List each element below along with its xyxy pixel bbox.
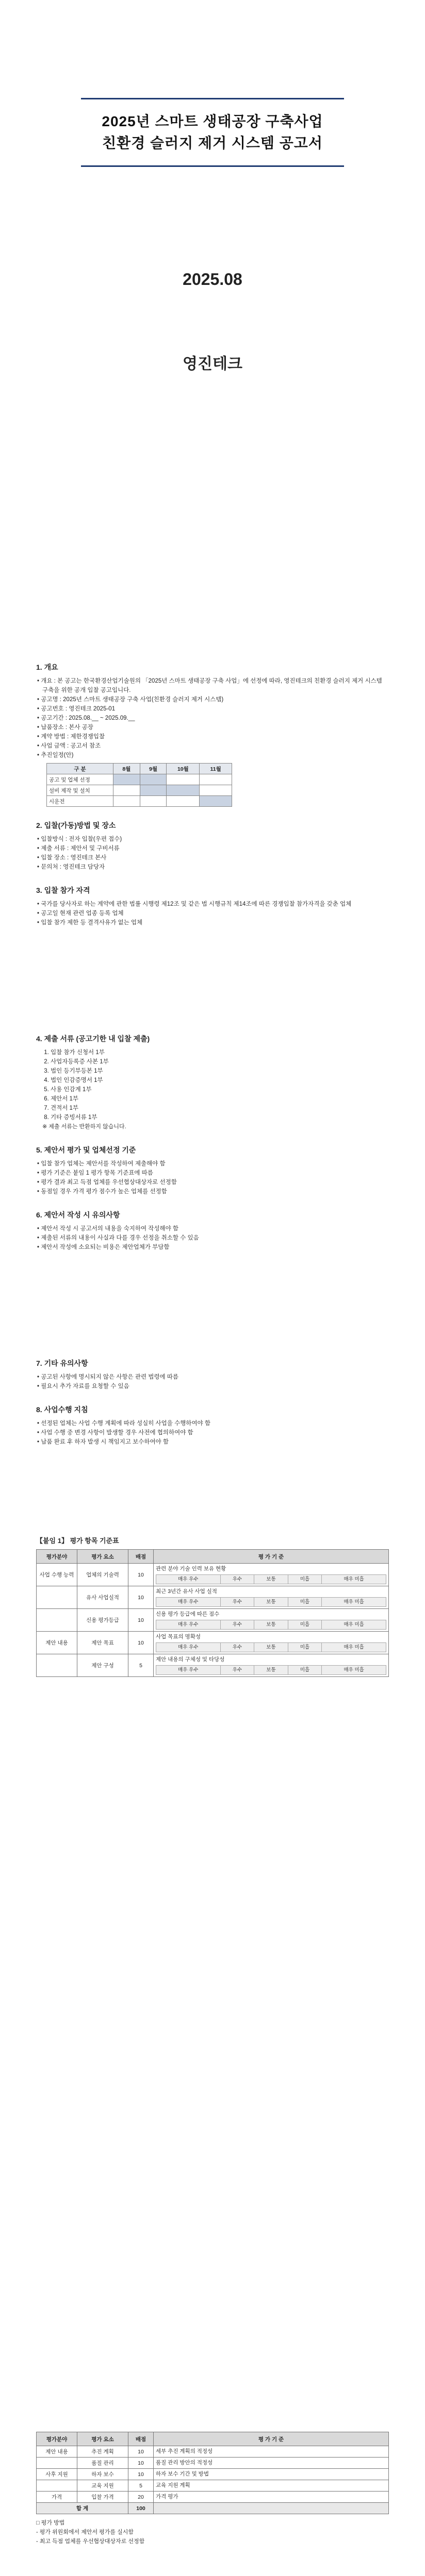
table-cell-score <box>128 1632 154 1654</box>
table-cell-area <box>37 1586 77 1609</box>
table-cell-item <box>77 1654 128 1677</box>
schedule-cell <box>140 785 167 796</box>
schedule-cell <box>140 796 167 807</box>
schedule-row <box>47 774 232 785</box>
section-3-list <box>36 900 389 927</box>
schedule-cell <box>167 796 200 807</box>
grade-label: 매우 우수 <box>156 1598 221 1607</box>
company-name: 영진테크 <box>183 355 242 372</box>
cell-text: 제안 구성 <box>91 1663 114 1669</box>
table-cell-area <box>37 2480 77 2492</box>
table-cell-criteria <box>154 1564 389 1586</box>
cell-text: 10 <box>138 2471 144 2478</box>
section-1 <box>36 662 389 807</box>
list-item: • 국가를 당사자로 하는 계약에 관한 법률 시행령 제12조 및 같은 법 시행규칙 제14조에 따른 경쟁입찰 참가자격을 갖춘 업체 <box>42 900 389 909</box>
cell-text: 사업 목표의 명확성 <box>156 1634 201 1640</box>
list-item: • 동점일 경우 가격 평가 점수가 높은 업체를 선정함 <box>42 1187 389 1196</box>
cell-text: 10 <box>138 1594 144 1601</box>
announcement-date: 2025.08 <box>183 270 242 289</box>
cell-text: 업체의 기술력 <box>86 1572 119 1578</box>
grade-table <box>156 1665 386 1675</box>
column-header: 평가분야 <box>37 1550 77 1564</box>
cell-text: 품질 관리 <box>91 2460 114 2466</box>
section-2 <box>36 820 389 872</box>
grade-label: 매우 우수 <box>156 1666 221 1675</box>
evaluation-header-row <box>37 1550 389 1564</box>
evaluation-notes <box>36 2518 389 2546</box>
total-label: 합 계 <box>37 2503 128 2514</box>
cell-text: 제안 목표 <box>91 1640 114 1646</box>
table-cell-criteria <box>154 2480 389 2492</box>
section-3-heading: 3. 입찰 참가 자격 <box>36 886 90 894</box>
cell-text: 10 <box>138 2460 144 2466</box>
schedule-cell <box>113 785 140 796</box>
grade-label: 매우 미흡 <box>322 1620 386 1630</box>
grade-label: 보통 <box>254 1643 288 1652</box>
list-item: 3. 법인 등기부등본 1부 <box>51 1066 389 1076</box>
grade-label: 보통 <box>254 1575 288 1584</box>
grade-table <box>156 1620 386 1630</box>
table-cell-score <box>128 2458 154 2469</box>
table-row <box>37 2469 389 2480</box>
table-row <box>37 1654 389 1677</box>
table-cell-area <box>37 1564 77 1586</box>
total-score: 100 <box>128 2503 154 2514</box>
table-cell-criteria <box>154 1586 389 1609</box>
cell-text: 제안 내용 <box>45 2449 68 2455</box>
list-item: 4. 법인 인감증명서 1부 <box>51 1076 389 1085</box>
list-item: • 제안서 작성 시 공고서의 내용을 숙지하여 작성해야 함 <box>42 1224 389 1233</box>
schedule-cell <box>113 774 140 785</box>
table-cell-area <box>37 1609 77 1632</box>
schedule-row <box>47 796 232 807</box>
note-line: - 최고 득점 업체를 우선협상대상자로 선정함 <box>36 2538 145 2545</box>
column-header: 평가 요소 <box>77 2432 128 2446</box>
evaluation-header-row <box>37 2432 389 2446</box>
list-item: • 공고일 현재 관련 업종 등록 업체 <box>42 909 389 918</box>
section-4-heading: 4. 제출 서류 (공고기한 내 입찰 제출) <box>36 1035 150 1043</box>
cell-text: 제안 내용 <box>45 1640 68 1646</box>
table-cell-item <box>77 2446 128 2458</box>
table-row <box>37 1609 389 1632</box>
table-cell-item <box>77 2480 128 2492</box>
list-item: • 입찰 참가 업체는 제안서를 작성하여 제출해야 함 <box>42 1159 389 1168</box>
list-item: • 추진일정(안) <box>42 751 389 760</box>
column-header: 평 가 기 준 <box>154 1550 389 1564</box>
grade-label: 우수 <box>220 1643 254 1652</box>
list-item: • 입찰 참가 제한 등 결격사유가 없는 업체 <box>42 918 389 927</box>
section-5 <box>36 1145 389 1196</box>
title-line-1: 2025년 스마트 생태공장 구축사업 <box>102 113 323 129</box>
table-cell-criteria <box>154 1632 389 1654</box>
list-item: • 문의처 : 영진테크 담당자 <box>42 862 389 872</box>
table-row <box>37 2446 389 2458</box>
list-item: • 제안서 작성에 소요되는 비용은 제안업체가 부담함 <box>42 1243 389 1252</box>
table-cell-score <box>128 2446 154 2458</box>
page-2 <box>0 1206 425 2411</box>
cell-text: 신용 평가등급 <box>86 1617 119 1623</box>
table-cell-criteria <box>154 2469 389 2480</box>
title-box <box>81 98 344 167</box>
section-5-list <box>36 1159 389 1196</box>
grade-label: 매우 우수 <box>156 1620 221 1630</box>
section-4 <box>36 1033 389 1131</box>
grade-label: 보통 <box>254 1666 288 1675</box>
evaluation-table-1 <box>36 1549 389 1677</box>
grade-label: 미흡 <box>288 1598 322 1607</box>
section-2-list <box>36 835 389 872</box>
section-5-heading: 5. 제안서 평가 및 업체선정 기준 <box>36 1146 136 1154</box>
cell-text: 사후 지원 <box>45 2471 68 2478</box>
page-3 <box>0 2411 425 2576</box>
table-cell-area <box>37 1632 77 1654</box>
cell-text: 하자 보수 <box>91 2471 114 2478</box>
section-7-heading: 7. 기타 유의사항 <box>36 1359 88 1367</box>
list-item: • 공고기간 : 2025.08.__ ~ 2025.09.__ <box>42 714 389 723</box>
list-item: • 납품 완료 후 하자 발생 시 책임지고 보수하여야 함 <box>42 1437 389 1447</box>
table-row <box>37 2480 389 2492</box>
cell-text: 가격 <box>51 2494 62 2500</box>
grade-label: 미흡 <box>288 1575 322 1584</box>
list-item: • 제출 서류 : 제안서 및 구비서류 <box>42 844 389 853</box>
evaluation-table-2 <box>36 2432 389 2514</box>
grade-table <box>156 1574 386 1584</box>
cell-text: 10 <box>138 1617 144 1623</box>
schedule-body <box>47 774 232 807</box>
list-item: • 평가 기준은 붙임 1 평가 항목 기준표에 따름 <box>42 1168 389 1178</box>
table-row <box>37 2492 389 2503</box>
schedule-cell <box>167 774 200 785</box>
evaluation-body-2 <box>37 2446 389 2503</box>
table-cell-item <box>77 2469 128 2480</box>
cell-text: 20 <box>138 2494 144 2500</box>
schedule-cell <box>200 796 232 807</box>
total-row <box>37 2503 389 2514</box>
table-row <box>37 1632 389 1654</box>
list-item: 6. 제안서 1부 <box>51 1094 389 1104</box>
table-cell-score <box>128 2480 154 2492</box>
schedule-table <box>46 763 232 807</box>
table-row <box>37 2458 389 2469</box>
table-cell-area <box>37 2458 77 2469</box>
schedule-header: 11월 <box>200 764 232 774</box>
section-4-list <box>36 1048 389 1122</box>
schedule-cell <box>200 785 232 796</box>
table-cell-score <box>128 2469 154 2480</box>
cell-text: 신용 평가 등급에 따른 점수 <box>156 1611 220 1617</box>
cell-text: 관련 분야 기술 인력 보유 현황 <box>156 1566 226 1572</box>
table-cell-item <box>77 1609 128 1632</box>
evaluation-body-1 <box>37 1564 389 1677</box>
page-2-content <box>36 1515 389 1677</box>
table-cell-area <box>37 2492 77 2503</box>
cell-text: 추진 계획 <box>91 2449 114 2455</box>
list-item: 1. 입찰 참가 신청서 1부 <box>51 1048 389 1057</box>
schedule-row <box>47 785 232 796</box>
table-cell-score <box>128 1564 154 1586</box>
list-item: • 제출된 서류의 내용이 사실과 다를 경우 선정을 취소할 수 있음 <box>42 1233 389 1243</box>
table-cell-score <box>128 1586 154 1609</box>
list-item: • 사업 수행 중 변경 사항이 발생할 경우 사전에 협의하여야 함 <box>42 1428 389 1437</box>
list-item: • 선정된 업체는 사업 수행 계획에 따라 성실히 사업을 수행하여야 함 <box>42 1419 389 1428</box>
list-item: • 개요 : 본 공고는 한국환경산업기술원의 「2025년 스마트 생태공장 구축 사업」에 선정에 따라, 영진테크의 친환경 슬러지 제거 시스템 구축을 위한 공개 입찰 공고입니다. <box>42 676 389 695</box>
cell-text: 세부 추진 계획의 적정성 <box>156 2448 213 2454</box>
grade-label: 보통 <box>254 1620 288 1630</box>
schedule-cell <box>200 774 232 785</box>
column-header: 평가분야 <box>37 2432 77 2446</box>
table-cell-criteria <box>154 2492 389 2503</box>
list-item: • 입찰 장소 : 영진테크 본사 <box>42 853 389 862</box>
table-row <box>37 1586 389 1609</box>
cell-text: 최근 3년간 유사 사업 실적 <box>156 1588 217 1595</box>
list-item: • 납품장소 : 본사 공장 <box>42 723 389 732</box>
section-8-heading: 8. 사업수행 지침 <box>36 1405 88 1414</box>
note-line: □ 평가 방법 <box>36 2520 65 2526</box>
grade-label: 미흡 <box>288 1620 322 1630</box>
table-cell-score <box>128 1609 154 1632</box>
grade-label: 매우 우수 <box>156 1575 221 1584</box>
section-1-list <box>36 676 389 760</box>
list-item: • 계약 방법 : 제한경쟁입찰 <box>42 732 389 741</box>
cell-text: 유사 사업실적 <box>86 1595 119 1601</box>
list-item: • 공고번호 : 영진테크 2025-01 <box>42 704 389 714</box>
grade-label: 우수 <box>220 1598 254 1607</box>
table-cell-area <box>37 2446 77 2458</box>
cell-text: 5 <box>139 2482 142 2489</box>
schedule-header: 10월 <box>167 764 200 774</box>
table-row <box>37 1564 389 1586</box>
list-item: 7. 견적서 1부 <box>51 1104 389 1113</box>
schedule-header: 8월 <box>113 764 140 774</box>
cell-text: 입찰 가격 <box>91 2494 114 2500</box>
list-item: 2. 사업자등록증 사본 1부 <box>51 1057 389 1066</box>
grade-label: 매우 미흡 <box>322 1598 386 1607</box>
cell-text: 10 <box>138 2448 144 2455</box>
grade-label: 우수 <box>220 1575 254 1584</box>
list-item: • 평가 결과 최고 득점 업체를 우선협상대상자로 선정함 <box>42 1178 389 1187</box>
list-item: • 공고명 : 2025년 스마트 생태공장 구축 사업(친환경 슬러지 제거 시스템) <box>42 695 389 704</box>
table-cell-score <box>128 1654 154 1677</box>
section-6-heading: 6. 제안서 작성 시 유의사항 <box>36 1211 120 1219</box>
title-line-2: 친환경 슬러지 제거 시스템 공고서 <box>102 135 323 151</box>
grade-label: 보통 <box>254 1598 288 1607</box>
cell-text: 사업 수행 능력 <box>39 1572 74 1578</box>
page-3-content <box>36 2432 389 2546</box>
schedule-header-row <box>47 764 232 774</box>
table-cell-item <box>77 1586 128 1609</box>
total-blank <box>154 2503 389 2514</box>
cell-text: 5 <box>139 1662 142 1669</box>
column-header: 배점 <box>128 2432 154 2446</box>
schedule-cell <box>140 774 167 785</box>
schedule-header: 9월 <box>140 764 167 774</box>
cell-text: 10 <box>138 1571 144 1578</box>
column-header: 배점 <box>128 1550 154 1564</box>
annex-heading: 【붙임 1】 평가 항목 기준표 <box>36 1537 119 1545</box>
cell-text: 교육 지원 계획 <box>156 2482 190 2488</box>
grade-label: 미흡 <box>288 1643 322 1652</box>
list-item: • 공고된 사항에 명시되지 않은 사항은 관련 법령에 따름 <box>42 1372 389 1382</box>
grade-label: 매우 우수 <box>156 1643 221 1652</box>
schedule-row-label: 설비 제작 및 설치 <box>47 785 113 796</box>
cell-text: 교육 지원 <box>91 2483 114 2489</box>
schedule-cell <box>167 785 200 796</box>
table-cell-area <box>37 2469 77 2480</box>
schedule-cell <box>113 796 140 807</box>
schedule-header: 구 분 <box>47 764 113 774</box>
blank-space <box>36 927 389 1020</box>
column-header: 평 가 기 준 <box>154 2432 389 2446</box>
grade-label: 매우 미흡 <box>322 1575 386 1584</box>
table-cell-area <box>37 1654 77 1677</box>
grade-label: 매우 미흡 <box>322 1666 386 1675</box>
cell-text: 하자 보수 기간 및 방법 <box>156 2471 209 2477</box>
cell-text: 품질 관리 방안의 적정성 <box>156 2460 213 2466</box>
schedule-row-label: 공고 및 업체 선정 <box>47 774 113 785</box>
grade-label: 우수 <box>220 1666 254 1675</box>
note-line: - 평가 위원회에서 제안서 평가를 실시함 <box>36 2529 134 2535</box>
list-item: 8. 기타 증빙서류 1부 <box>51 1113 389 1122</box>
grade-label: 매우 미흡 <box>322 1643 386 1652</box>
table-cell-item <box>77 2492 128 2503</box>
list-item: • 입찰방식 : 전자 입찰(우편 접수) <box>42 835 389 844</box>
table-cell-criteria <box>154 2458 389 2469</box>
list-item: 5. 사용 인감계 1부 <box>51 1085 389 1094</box>
table-cell-criteria <box>154 1609 389 1632</box>
grade-table <box>156 1642 386 1652</box>
table-cell-item <box>77 1632 128 1654</box>
cell-text: 가격 평가 <box>156 2494 178 2500</box>
cell-text: 제안 내용의 구체성 및 타당성 <box>156 1656 225 1663</box>
cell-text: 10 <box>138 1639 144 1646</box>
grade-label: 미흡 <box>288 1666 322 1675</box>
list-item: • 필요시 추가 자료를 요청할 수 있음 <box>42 1382 389 1391</box>
section-3 <box>36 885 389 1020</box>
table-cell-item <box>77 2458 128 2469</box>
list-item: • 사업 금액 : 공고서 참조 <box>42 741 389 751</box>
table-cell-criteria <box>154 2446 389 2458</box>
table-cell-item <box>77 1564 128 1586</box>
grade-label: 우수 <box>220 1620 254 1630</box>
table-cell-score <box>128 2492 154 2503</box>
section-4-note: ※ 제출 서류는 반환하지 않습니다. <box>42 1124 126 1130</box>
section-2-heading: 2. 입찰(가동)방법 및 장소 <box>36 821 116 829</box>
schedule-row-label: 시운전 <box>47 796 113 807</box>
column-header: 평가 요소 <box>77 1550 128 1564</box>
table-cell-criteria <box>154 1654 389 1677</box>
section-1-heading: 1. 개요 <box>36 663 58 671</box>
grade-table <box>156 1597 386 1607</box>
